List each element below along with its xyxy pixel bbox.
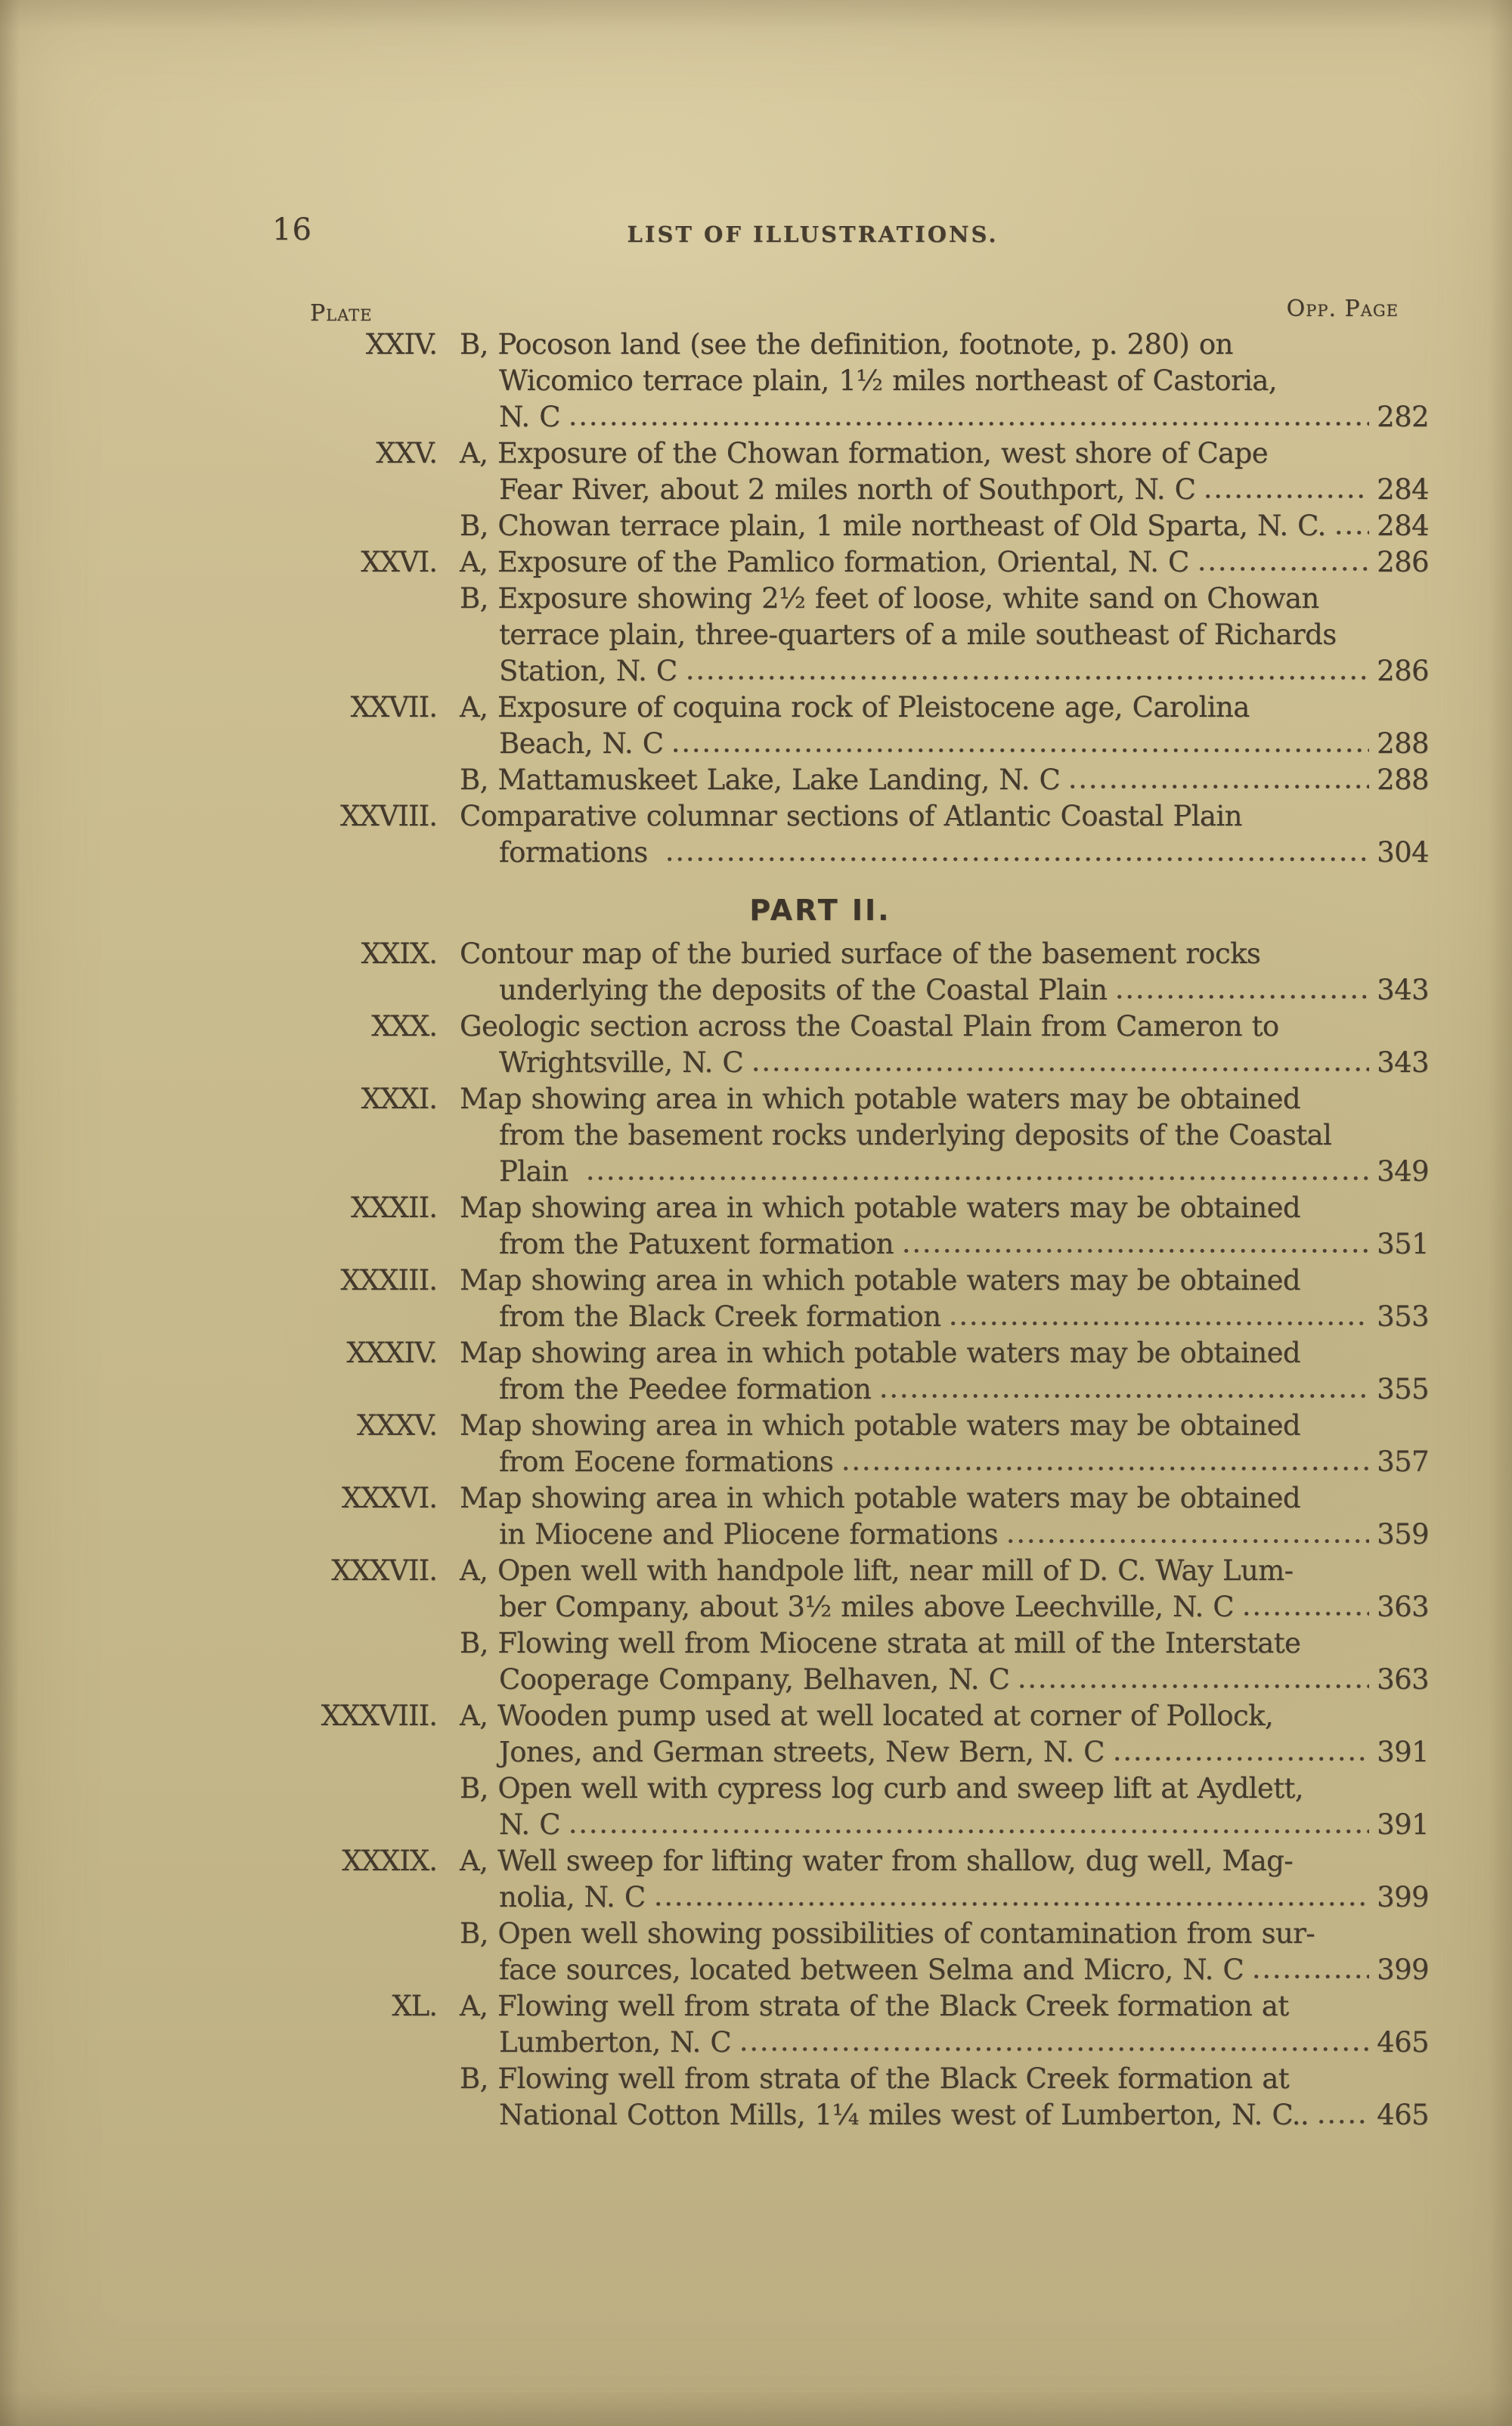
running-head-title: LIST OF ILLUSTRATIONS.	[627, 222, 999, 247]
dot-leader	[683, 675, 1370, 680]
entry-text: from the Patuxent formation	[499, 1228, 894, 1260]
toc-row	[287, 1988, 1429, 2025]
toc-row	[287, 544, 1429, 581]
entry-text: B, Pocoson land (see the definition, footnote, p. 280) on	[460, 328, 1233, 361]
folio-page-number: 16	[272, 212, 312, 247]
toc-row	[287, 399, 1429, 435]
entry-text: Map showing area in which potable waters may be obtained	[460, 1191, 1300, 1224]
plate-numeral: XXXIV.	[346, 1337, 437, 1369]
entry-text: from the Black Creek formation	[499, 1300, 941, 1333]
entry-text: underlying the deposits of the Coastal Plain	[499, 974, 1108, 1006]
dot-leader	[566, 1829, 1369, 1834]
toc-row	[287, 1952, 1429, 1988]
entry-text: A, Wooden pump used at well located at corner of Pollock,	[460, 1699, 1274, 1732]
plate-numeral: XXXV.	[356, 1409, 437, 1442]
dot-leader	[749, 1067, 1369, 1072]
dot-leader	[663, 857, 1369, 862]
opp-page-number: 286	[1377, 546, 1429, 578]
opp-page-number: 399	[1377, 1954, 1429, 1986]
dot-leader	[1004, 1538, 1369, 1544]
entry-text: formations	[499, 836, 658, 869]
toc-row	[287, 472, 1429, 508]
entry-text: from the basement rocks underlying deposits of the Coastal	[499, 1119, 1332, 1151]
entry-text: Jones, and German streets, New Bern, N. C	[499, 1736, 1105, 1768]
plate-numeral: XXXVII.	[331, 1554, 437, 1587]
dot-leader	[566, 421, 1369, 426]
toc-row	[287, 581, 1429, 617]
toc-row	[287, 2025, 1429, 2061]
entry-text: N. C	[499, 1808, 560, 1841]
opp-page-number: 286	[1377, 655, 1429, 687]
toc-row	[287, 1879, 1429, 1916]
toc-row	[287, 1517, 1429, 1553]
entry-text: B, Flowing well from Miocene strata at mill of the Interstate	[460, 1627, 1301, 1659]
entry-text: B, Mattamuskeet Lake, Lake Landing, N. C	[460, 764, 1061, 796]
toc-row	[287, 1154, 1429, 1190]
plate-numeral: XXIX.	[361, 937, 437, 970]
toc-row	[287, 1662, 1429, 1698]
plate-numeral: XXVIII.	[339, 800, 437, 832]
dot-leader	[877, 1393, 1369, 1399]
dot-leader	[1240, 1611, 1369, 1616]
opp-page-number: 391	[1377, 1736, 1429, 1768]
dot-leader	[1195, 566, 1369, 572]
entry-text: Wicomico terrace plain, 1½ miles northeast of Castoria,	[499, 364, 1277, 397]
entry-text: Wrightsville, N. C	[499, 1046, 744, 1079]
toc-row	[287, 1190, 1429, 1226]
toc-row	[287, 726, 1429, 762]
toc-row	[287, 327, 1429, 363]
opp-page-number: 357	[1377, 1445, 1429, 1478]
toc-row	[287, 617, 1429, 653]
dot-leader	[652, 1901, 1370, 1907]
plate-numeral: XXXIII.	[340, 1264, 437, 1297]
opp-page-number: 399	[1377, 1881, 1429, 1913]
toc-row	[287, 762, 1429, 798]
entry-text: A, Exposure of coquina rock of Pleistocene age, Carolina	[460, 691, 1250, 723]
toc-row	[287, 508, 1429, 544]
toc-row	[287, 972, 1429, 1009]
entry-text: Contour map of the buried surface of the basement rocks	[460, 937, 1261, 970]
toc-row	[287, 1625, 1429, 1662]
dot-leader	[737, 2046, 1369, 2052]
toc-row	[287, 1335, 1429, 1371]
toc-row	[287, 835, 1429, 871]
entry-text: Map showing area in which potable waters may be obtained	[460, 1264, 1300, 1297]
opp-page-number: 304	[1377, 836, 1429, 869]
entry-text: terrace plain, three-quarters of a mile southeast of Richards	[499, 618, 1337, 651]
toc-row	[287, 2097, 1429, 2133]
dot-leader	[1111, 1756, 1369, 1761]
entry-text: A, Exposure of the Chowan formation, west shore of Cape	[460, 437, 1269, 469]
opp-page-number: 288	[1377, 764, 1429, 796]
plate-numeral: XXIV.	[365, 328, 437, 361]
toc-row	[287, 1589, 1429, 1625]
opp-page-number: 288	[1377, 727, 1429, 760]
dot-leader	[669, 748, 1369, 753]
plate-numeral: XXXVI.	[341, 1482, 437, 1514]
plate-numeral: XXXIX.	[342, 1845, 437, 1877]
entry-text: Geologic section across the Coastal Plain from Cameron to	[460, 1010, 1279, 1043]
entry-text: Comparative columnar sections of Atlantic Coastal Plain	[460, 800, 1242, 832]
entry-text: Beach, N. C	[499, 727, 664, 760]
dot-leader	[1066, 784, 1369, 789]
toc-row	[287, 1009, 1429, 1045]
dot-leader	[1332, 530, 1369, 535]
opp-page-number: 363	[1377, 1663, 1429, 1696]
toc-row	[287, 689, 1429, 726]
toc-row	[287, 1226, 1429, 1263]
dot-leader	[1250, 1974, 1369, 1979]
entry-text: from the Peedee formation	[499, 1373, 872, 1405]
entry-text: A, Open well with handpole lift, near mill of D. C. Way Lum-	[460, 1554, 1294, 1587]
toc-row	[287, 1916, 1429, 1952]
toc-row	[287, 1045, 1429, 1081]
toc-row	[287, 2061, 1429, 2097]
dot-leader	[900, 1248, 1369, 1253]
entry-text: Map showing area in which potable waters may be obtained	[460, 1337, 1300, 1369]
opp-page-number: 343	[1377, 974, 1429, 1006]
entry-text: Fear River, about 2 miles north of Southport, N. C	[499, 473, 1196, 506]
toc-row	[287, 1771, 1429, 1807]
toc-row	[287, 435, 1429, 472]
entry-text: ber Company, about 3½ miles above Leechville, N. C	[499, 1591, 1234, 1623]
opp-page-number: 465	[1377, 2026, 1429, 2059]
toc-row	[287, 1444, 1429, 1480]
opp-page-number: 349	[1377, 1155, 1429, 1188]
plate-column-label: Plate	[310, 300, 373, 327]
entry-text: Cooperage Company, Belhaven, N. C	[499, 1663, 1010, 1696]
entry-text: A, Flowing well from strata of the Black Creek formation at	[460, 1990, 1289, 2022]
entry-text: National Cotton Mills, 1¼ miles west of Lumberton, N. C..	[499, 2099, 1309, 2131]
entry-text: A, Well sweep for lifting water from shallow, dug well, Mag-	[460, 1845, 1294, 1877]
entry-text: Map showing area in which potable waters may be obtained	[460, 1482, 1300, 1514]
entry-text: B, Flowing well from strata of the Black Creek formation at	[460, 2062, 1290, 2095]
dot-leader	[1315, 2119, 1369, 2124]
entry-text: B, Chowan terrace plain, 1 mile northeast of Old Sparta, N. C.	[460, 510, 1326, 542]
plate-numeral: XL.	[392, 1990, 437, 2022]
dot-leader	[1015, 1684, 1369, 1689]
entry-text: Plain	[499, 1155, 578, 1188]
opp-page-column-label: Opp. Page	[1286, 296, 1399, 322]
plate-numeral: XXXI.	[361, 1083, 437, 1115]
entry-text: Map showing area in which potable waters may be obtained	[460, 1409, 1300, 1442]
toc-row	[287, 1117, 1429, 1154]
dot-leader	[947, 1321, 1369, 1326]
opp-page-number: 391	[1377, 1808, 1429, 1841]
plate-numeral: XXXII.	[350, 1191, 437, 1224]
toc-row	[287, 1263, 1429, 1299]
opp-page-number: 359	[1377, 1518, 1429, 1551]
entry-text: in Miocene and Pliocene formations	[499, 1518, 999, 1551]
plate-numeral: XXVI.	[361, 546, 437, 578]
opp-page-number: 355	[1377, 1373, 1429, 1405]
dot-leader	[584, 1176, 1369, 1181]
entry-text: B, Exposure showing 2½ feet of loose, white sand on Chowan	[460, 582, 1319, 615]
toc-row	[287, 798, 1429, 835]
entry-text: from Eocene formations	[499, 1445, 834, 1478]
toc-row	[287, 1371, 1429, 1408]
dot-leader	[1113, 994, 1369, 999]
toc-row	[287, 1843, 1429, 1879]
opp-page-number: 465	[1377, 2099, 1429, 2131]
toc-row	[287, 1553, 1429, 1589]
entry-text: face sources, located between Selma and Micro, N. C	[499, 1954, 1244, 1986]
opp-page-number: 363	[1377, 1591, 1429, 1623]
plate-numeral: XXVII.	[350, 691, 437, 723]
toc-row	[287, 936, 1429, 972]
dot-leader	[839, 1466, 1369, 1471]
entry-text: B, Open well with cypress log curb and sweep lift at Aydlett,	[460, 1772, 1303, 1805]
toc-row	[287, 363, 1429, 399]
entry-text: Station, N. C	[499, 655, 677, 687]
toc-row	[287, 653, 1429, 689]
opp-page-number: 284	[1377, 510, 1429, 542]
toc-row	[287, 1408, 1429, 1444]
part-ii-heading: PART II.	[749, 894, 891, 927]
entry-text: Map showing area in which potable waters may be obtained	[460, 1083, 1300, 1115]
dot-leader	[1201, 494, 1369, 499]
opp-page-number: 343	[1377, 1046, 1429, 1079]
toc-row	[287, 1299, 1429, 1335]
toc-row	[287, 1081, 1429, 1117]
entry-text: B, Open well showing possibilities of contamination from sur-	[460, 1917, 1315, 1950]
entry-text: N. C	[499, 401, 560, 433]
plate-numeral: XXXVIII.	[321, 1699, 437, 1732]
entry-text: nolia, N. C	[499, 1881, 646, 1913]
toc-row	[287, 1807, 1429, 1843]
opp-page-number: 353	[1377, 1300, 1429, 1333]
opp-page-number: 284	[1377, 473, 1429, 506]
toc-row	[287, 1698, 1429, 1734]
entry-text: A, Exposure of the Pamlico formation, Oriental, N. C	[460, 546, 1189, 578]
opp-page-number: 282	[1377, 401, 1429, 433]
toc-row	[287, 1480, 1429, 1517]
toc-row	[287, 1734, 1429, 1771]
plate-numeral: XXV.	[376, 437, 437, 469]
plate-numeral: XXX.	[371, 1010, 437, 1043]
opp-page-number: 351	[1377, 1228, 1429, 1260]
entry-text: Lumberton, N. C	[499, 2026, 732, 2059]
